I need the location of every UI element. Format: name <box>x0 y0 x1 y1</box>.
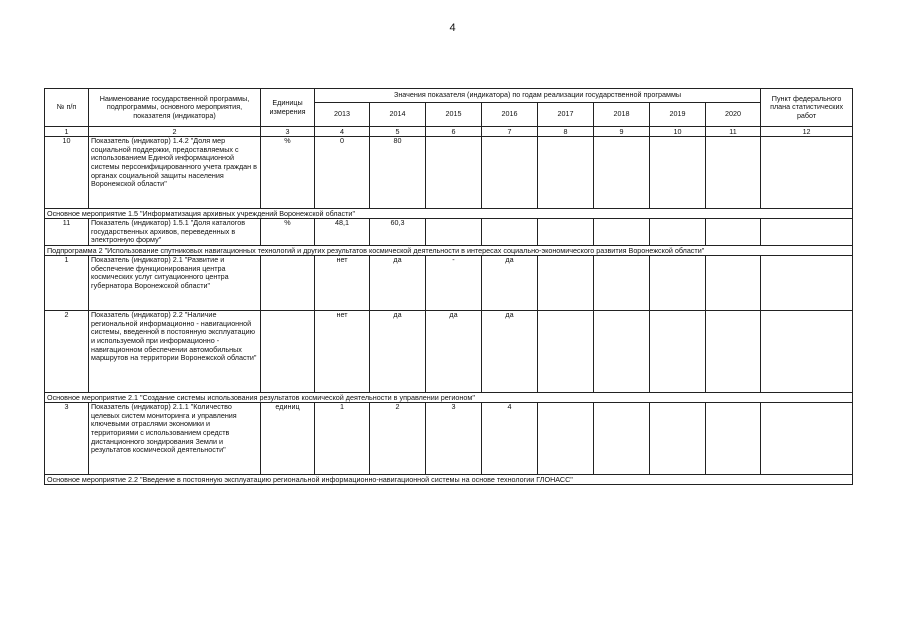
row-unit: % <box>261 137 315 209</box>
row-num: 2 <box>45 311 89 393</box>
row-value <box>650 219 706 246</box>
row-value: да <box>482 311 538 393</box>
header-name: Наименование государственной программы, подпрограммы, основного мероприятия, показателя (индикатора) <box>89 89 261 127</box>
row-value: 48,1 <box>315 219 370 246</box>
header-year: 2019 <box>650 103 706 127</box>
header-year: 2017 <box>538 103 594 127</box>
row-value <box>650 311 706 393</box>
section-row <box>45 246 853 256</box>
row-value <box>650 403 706 475</box>
row-name: Показатель (индикатор) 1.5.1 "Доля каталогов государственных архивов, переведенных в электронную форму" <box>89 219 261 246</box>
column-number: 11 <box>706 127 761 137</box>
table-row <box>45 137 853 209</box>
header-values: Значения показателя (индикатора) по годам реализации государственной программы <box>315 89 761 103</box>
header-unit: Единицы измерения <box>261 89 315 127</box>
row-num: 3 <box>45 403 89 475</box>
header-plan: Пункт федерального плана статистических работ <box>761 89 853 127</box>
column-number: 9 <box>594 127 650 137</box>
row-value <box>594 137 650 209</box>
header-year: 2013 <box>315 103 370 127</box>
column-number: 8 <box>538 127 594 137</box>
column-number: 10 <box>650 127 706 137</box>
column-number: 1 <box>45 127 89 137</box>
row-value <box>594 256 650 311</box>
header-year: 2020 <box>706 103 761 127</box>
row-value <box>594 311 650 393</box>
row-name: Показатель (индикатор) 2.2 "Наличие региональной информационно - навигационной системы, введенной в постоянную эксплуатацию и используемой при информационно - навигационном обеспечении автомобильных маршрутов на территории Воронежской области" <box>89 311 261 393</box>
row-plan <box>761 256 853 311</box>
row-value <box>706 403 761 475</box>
section-title: Основное мероприятие 2.1 "Создание системы использования результатов космической деятельности в управлении регионом" <box>45 393 853 403</box>
row-value <box>706 311 761 393</box>
row-num: 11 <box>45 219 89 246</box>
row-unit <box>261 256 315 311</box>
section-row <box>45 209 853 219</box>
row-plan <box>761 311 853 393</box>
indicator-table <box>44 88 853 485</box>
row-value <box>482 137 538 209</box>
column-number: 3 <box>261 127 315 137</box>
row-unit: % <box>261 219 315 246</box>
row-plan <box>761 219 853 246</box>
table-row <box>45 311 853 393</box>
row-value: да <box>482 256 538 311</box>
row-value <box>538 256 594 311</box>
section-title: Подпрограмма 2 "Использование спутниковых навигационных технологий и других результатов космической деятельности в интересах социально-экономического развития Воронежской области" <box>45 246 853 256</box>
column-number: 5 <box>370 127 426 137</box>
row-value <box>538 403 594 475</box>
row-value <box>482 219 538 246</box>
section-row <box>45 475 853 485</box>
header-year: 2018 <box>594 103 650 127</box>
column-number: 6 <box>426 127 482 137</box>
table-row <box>45 219 853 246</box>
row-value: нет <box>315 311 370 393</box>
header-num: № п/п <box>45 89 89 127</box>
row-value: - <box>426 256 482 311</box>
row-plan <box>761 137 853 209</box>
row-value: да <box>370 311 426 393</box>
row-name: Показатель (индикатор) 2.1 "Развитие и обеспечение функционирования центра космических услуг ситуационного центра губернатора Воронежской области" <box>89 256 261 311</box>
row-value <box>538 137 594 209</box>
section-title: Основное мероприятие 1.5 "Информатизация архивных учреждений Воронежской области" <box>45 209 853 219</box>
row-value: нет <box>315 256 370 311</box>
column-number: 7 <box>482 127 538 137</box>
row-value: 0 <box>315 137 370 209</box>
header-year: 2015 <box>426 103 482 127</box>
row-name: Показатель (индикатор) 1.4.2 "Доля мер социальной поддержки, предоставляемых с использованием Единой информационной системы персонифицированного учета граждан в органах социальной защиты населения Воронежской области" <box>89 137 261 209</box>
row-value <box>706 137 761 209</box>
row-unit: единиц <box>261 403 315 475</box>
column-number-row <box>45 127 853 137</box>
section-row <box>45 393 853 403</box>
row-value: 2 <box>370 403 426 475</box>
header-year: 2016 <box>482 103 538 127</box>
row-value: 4 <box>482 403 538 475</box>
row-value <box>538 219 594 246</box>
row-value <box>538 311 594 393</box>
row-value: 60,3 <box>370 219 426 246</box>
column-number: 4 <box>315 127 370 137</box>
row-unit <box>261 311 315 393</box>
row-value <box>650 137 706 209</box>
row-value: 1 <box>315 403 370 475</box>
row-plan <box>761 403 853 475</box>
row-value <box>426 219 482 246</box>
row-value: да <box>426 311 482 393</box>
column-number: 2 <box>89 127 261 137</box>
column-number: 12 <box>761 127 853 137</box>
row-name: Показатель (индикатор) 2.1.1 "Количество целевых систем мониторинга и управления ключевыми отраслями экономики и территориями с использованием средств дистанционного зондирования Земли и результатов космической деятельности" <box>89 403 261 475</box>
row-num: 10 <box>45 137 89 209</box>
table-row <box>45 403 853 475</box>
table-row <box>45 256 853 311</box>
row-value <box>650 256 706 311</box>
section-title: Основное мероприятие 2.2 "Введение в постоянную эксплуатацию региональной информационно-навигационной системы на основе технологии ГЛОНАСС" <box>45 475 853 485</box>
row-value <box>706 219 761 246</box>
row-value <box>594 403 650 475</box>
row-value: 80 <box>370 137 426 209</box>
header-year: 2014 <box>370 103 426 127</box>
row-num: 1 <box>45 256 89 311</box>
row-value <box>594 219 650 246</box>
row-value <box>706 256 761 311</box>
row-value: 3 <box>426 403 482 475</box>
row-value: да <box>370 256 426 311</box>
row-value <box>426 137 482 209</box>
page-number: 4 <box>449 22 456 34</box>
